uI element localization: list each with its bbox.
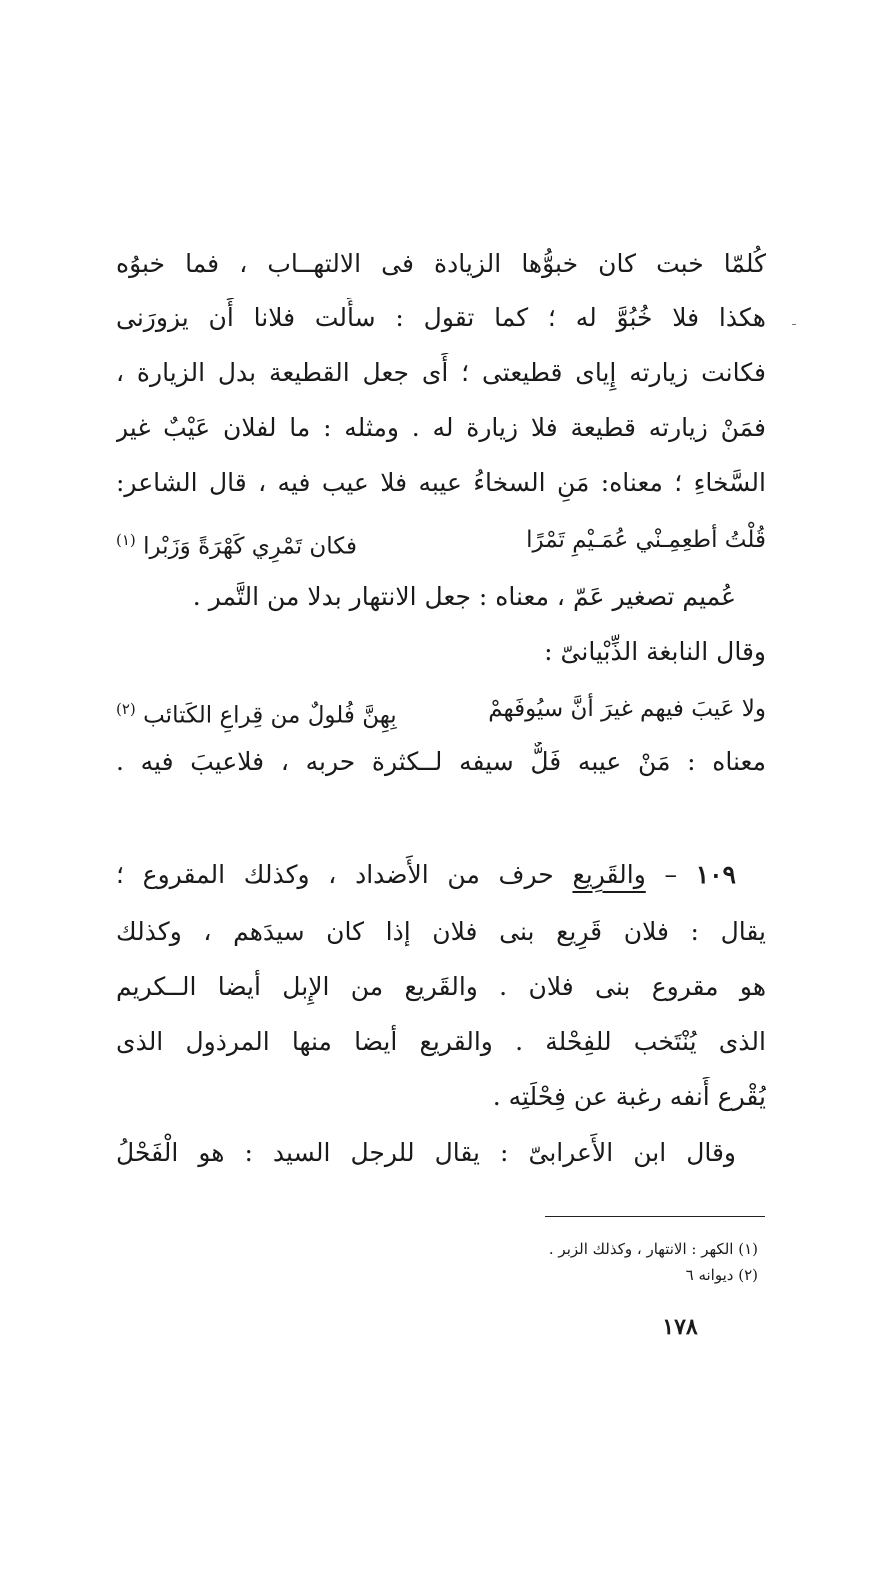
footnote-2: (٢) ديوانه ٦ [685,1266,758,1284]
last-body-line: وقال ابن الأَعرابىّ : يقال للرجل السيد : هو الْفَحْلُ [116,1138,736,1167]
entry-dash: – [645,860,696,889]
verse-1-second-hemistich [116,520,357,560]
entry-line-2: هو مقروع بنى فلان . والقَريع من الإِبل أيضا الــكريم [116,972,766,1001]
entry-headword: والقَرِيع [572,860,646,889]
entry-line-3: الذى يُنْتَخب للفِحْلة . والقريع أيضا منها المرذول الذى [116,1027,766,1056]
verse-line-2 [116,689,766,729]
footnote-ref-2: (٢) [116,700,136,718]
body-line-1: كُلمّا خبت كان خبوُّها الزيادة فى الالتهــاب ، فما خبوُه [116,249,766,278]
body-line-7: وقال النابغة الذِّبْيانىّ : [544,637,766,666]
verse-2-second-hemistich [116,689,397,729]
entry-heading-rest: حرف من الأَضداد ، وكذلك المقروع ؛ [116,860,573,889]
verse-1-first-hemistich: قُلْتُ أطعِمِـنْي عُمَـيْمِ تَمْرًا [526,527,766,553]
footnote-ref-1: (١) [116,531,136,549]
body-line-4: فمَنْ زيارته قطيعة فلا زيارة له . ومثله : ما لفلان عَيْبٌ غير [116,413,766,442]
page-number: ١٧٨ [662,1314,698,1340]
body-line-8: معناه : مَنْ عيبه فَلٌّ سيفه لــكثرة حربه ، فلاعيبَ فيه . [116,747,766,776]
body-line-6: عُميم تصغير عَمّ ، معناه : جعل الانتهار بدلا من التَّمر . [192,582,736,611]
verse-2-second-text: بِهِنَّ فُلولٌ من قِراعِ الكَتائب [143,702,397,729]
body-line-2: هكذا فلا خُبُوَّ له ؛ كما تقول : سأَلت فلانا أَن يزورَنى [116,303,766,332]
entry-line-4: يُقْرع أَنفه رغبة عن فِحْلَتِه . [492,1082,766,1111]
verse-1-second-text: فكان تَمْرِي كَهْرَةً وَزَبْرا [143,533,358,560]
entry-number: ١٠٩ [695,860,736,889]
margin-speck [792,324,796,325]
body-line-3: فكانت زيارته إِياى قطيعتى ؛ أَى جعل القطيعة بدل الزيارة ، [116,358,766,387]
footnote-1: (١) الكهر : الانتهار ، وكذلك الزبر . [548,1240,758,1258]
verse-line-1 [116,520,766,560]
verse-2-first-hemistich: ولا عَيبَ فيهم غيرَ أنَّ سيُوفَهمْ [488,696,766,722]
entry-heading-line [116,855,736,895]
body-line-5: السَّخاءِ ؛ معناه: مَنِ السخاءُ عيبه فلا عيب فيه ، قال الشاعر: [116,468,766,497]
entry-line-1: يقال : فلان قَرِيع بنى فلان إذا كان سيدَهم ، وكذلك [116,917,766,946]
footnote-separator [545,1216,765,1217]
